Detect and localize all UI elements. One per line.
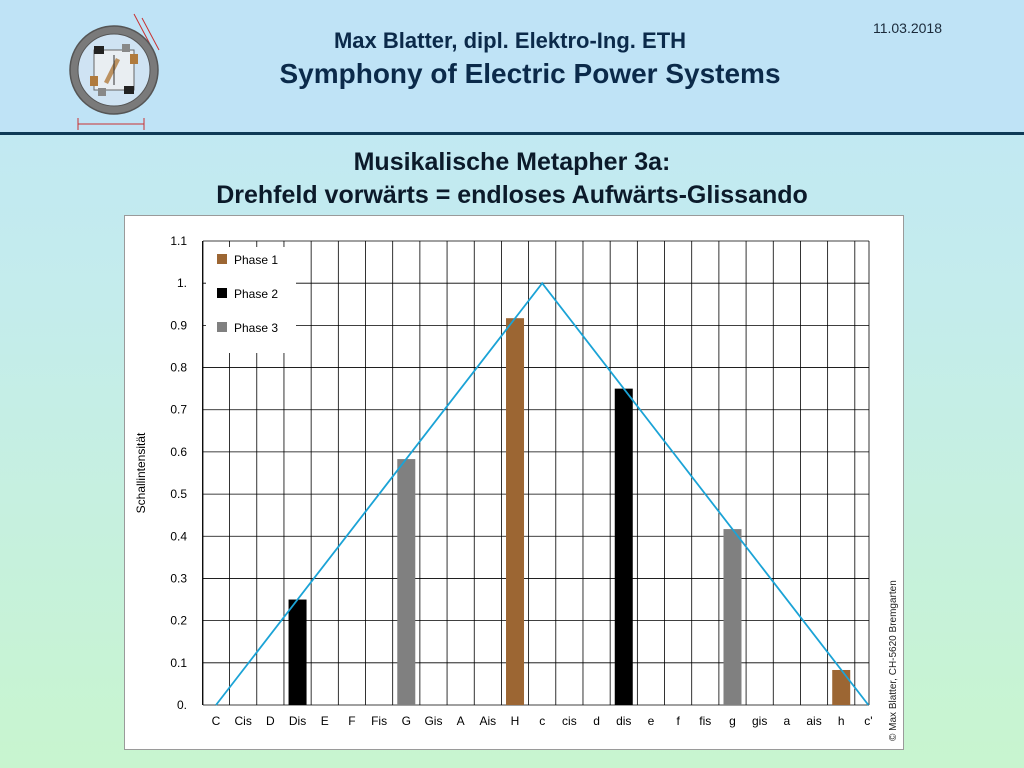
y-tick-label: 0.1 bbox=[170, 655, 187, 670]
legend-label: Phase 3 bbox=[234, 321, 279, 335]
y-tick-label: 0.3 bbox=[170, 571, 187, 586]
legend-swatch bbox=[217, 288, 227, 298]
x-tick-label: d bbox=[593, 714, 600, 728]
legend-label: Phase 2 bbox=[234, 287, 279, 301]
x-tick-label: fis bbox=[699, 714, 712, 728]
x-tick-label: G bbox=[401, 714, 411, 728]
bar-phase-1 bbox=[832, 670, 850, 705]
bar-phase-2 bbox=[615, 389, 633, 705]
y-tick-label: 0.4 bbox=[170, 529, 187, 544]
chart-area bbox=[124, 215, 904, 750]
y-tick-label: 0.8 bbox=[170, 360, 187, 375]
bar-phase-1 bbox=[506, 318, 524, 705]
x-tick-label: ais bbox=[806, 714, 822, 728]
x-tick-label: Fis bbox=[371, 714, 388, 728]
x-tick-label: c bbox=[539, 714, 546, 728]
x-tick-label: A bbox=[456, 714, 465, 728]
y-tick-label: 0.2 bbox=[170, 613, 187, 628]
bar-phase-3 bbox=[723, 529, 741, 705]
bar-phase-2 bbox=[289, 600, 307, 705]
x-tick-label: Cis bbox=[234, 714, 252, 728]
x-tick-label: C bbox=[211, 714, 221, 728]
bar-chart bbox=[125, 216, 903, 749]
slide-title bbox=[0, 146, 1024, 212]
series-title: Symphony of Electric Power Systems bbox=[279, 58, 781, 89]
x-tick-label: Ais bbox=[479, 714, 497, 728]
x-tick-label: h bbox=[837, 714, 845, 728]
y-axis-label: Schallintensität bbox=[134, 432, 148, 514]
slide-header bbox=[0, 0, 1024, 135]
x-tick-label: cis bbox=[562, 714, 577, 728]
slide-title-line-2: Drehfeld vorwärts = endloses Aufwärts-Glissando bbox=[216, 181, 808, 209]
y-tick-label: 0.7 bbox=[170, 402, 187, 417]
legend-swatch bbox=[217, 322, 227, 332]
y-tick-label: 0.6 bbox=[170, 444, 187, 459]
x-tick-label: D bbox=[266, 714, 275, 728]
x-tick-label: E bbox=[320, 714, 329, 728]
y-tick-label: 0.9 bbox=[170, 318, 187, 333]
y-tick-label: 1.1 bbox=[170, 234, 187, 248]
y-tick-label: 0.5 bbox=[170, 487, 187, 502]
slide-title-line-1: Musikalische Metapher 3a: bbox=[353, 148, 671, 176]
x-tick-label: a bbox=[783, 714, 791, 728]
x-tick-label: f bbox=[676, 714, 680, 728]
x-tick-label: gis bbox=[752, 714, 768, 728]
y-tick-label: 1. bbox=[176, 276, 187, 291]
x-tick-label: F bbox=[348, 714, 356, 728]
x-tick-label: Dis bbox=[288, 714, 307, 728]
y-tick-label: 0. bbox=[176, 698, 187, 712]
author-line: Max Blatter, dipl. Elektro-Ing. ETH bbox=[333, 28, 687, 53]
x-tick-label: g bbox=[729, 714, 736, 728]
legend-label: Phase 1 bbox=[234, 253, 279, 267]
copyright-notice: © Max Blatter, CH-5620 Bremgarten bbox=[888, 580, 899, 741]
x-tick-label: H bbox=[510, 714, 520, 728]
bar-phase-3 bbox=[397, 459, 415, 705]
rotating-machine-cross-section-icon bbox=[64, 10, 174, 130]
x-tick-label: Gis bbox=[424, 714, 443, 728]
x-tick-label: dis bbox=[616, 714, 632, 728]
legend-swatch bbox=[217, 254, 227, 264]
x-tick-label: e bbox=[647, 714, 655, 728]
slide-date: 11.03.2018 bbox=[872, 20, 942, 36]
x-tick-label: c' bbox=[864, 714, 873, 728]
